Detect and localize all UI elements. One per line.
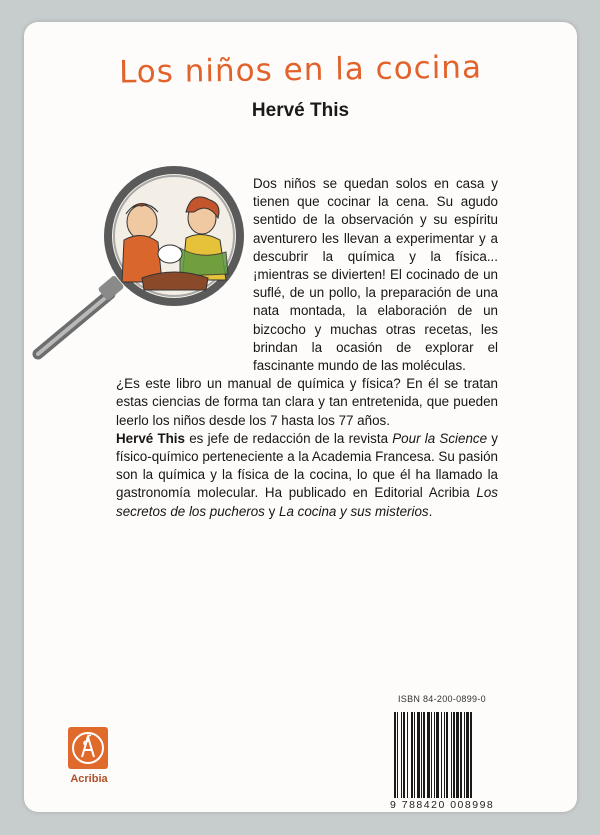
barcode-bar [427, 712, 430, 798]
barcode-bar [436, 712, 439, 798]
barcode-number: 9 788420 008998 [390, 799, 495, 811]
bio-book-title: La cocina y sus misterios [279, 503, 429, 519]
cover-text-block [116, 175, 498, 521]
barcode-bar [460, 712, 462, 798]
book-back-cover [24, 22, 577, 812]
barcode-bar [451, 712, 452, 798]
acribia-logo-icon [68, 727, 108, 769]
barcode-bar [431, 712, 432, 798]
barcode-bar [403, 712, 405, 798]
barcode-bar [401, 712, 402, 798]
barcode-bar [464, 712, 465, 798]
bio-book-title: Los secretos de los pucheros [116, 485, 498, 519]
barcode-bar [423, 712, 425, 798]
bio-text: y físico-químico perteneciente a la Academia Francesa. Su pasión son la química y la física de la cocina, lo que él ha llamado la gastronomía molecular. Ha publicado en Editorial Acribia [116, 430, 498, 501]
barcode-bar [470, 712, 472, 798]
barcode-bar [421, 712, 422, 798]
bio-text: y [264, 503, 280, 519]
barcode-bar [456, 712, 459, 798]
book-author: Hervé This [251, 100, 350, 121]
bio-text: es jefe de redacción de la revista [184, 430, 393, 446]
barcode [390, 710, 515, 802]
bio-author-name: Hervé This [116, 430, 185, 446]
barcode-bar [441, 712, 442, 798]
synopsis-paragraph-1: Dos niños se quedan solos en casa y tienen que cocinar la cena. Su agudo sentido de la observación y su espíritu aventurero les llevan a experimentar y a descubrir la química y la física... ¡mientras se divierten! El cocinado de un suflé, de un pollo, la preparación de una nata montada, la elaboración de un bizcocho y muchas otras recetas, les brindan la ocasión de explorar el fascinante mundo de las moléculas. [253, 176, 498, 374]
author-bio [116, 430, 498, 521]
barcode-bar [411, 712, 413, 798]
barcode-bar [397, 712, 398, 798]
barcode-bar [453, 712, 455, 798]
bio-text: . [428, 503, 433, 519]
illustration-spacer [116, 175, 253, 362]
publisher-name: Acribia [70, 773, 108, 785]
barcode-bar [466, 712, 469, 798]
barcode-bar [446, 712, 448, 798]
barcode-bar [434, 712, 435, 798]
barcode-bar [394, 712, 396, 798]
barcode-bar [407, 712, 408, 798]
barcode-bar [414, 712, 415, 798]
synopsis-paragraph-2: ¿Es este libro un manual de química y física? En él se tratan estas ciencias de forma tan clara y tan entretenida, que pueden leerlo los niños desde los 7 hasta los 77 años. [116, 376, 498, 428]
book-title: Los niños en la cocina [118, 49, 483, 91]
barcode-bar [417, 712, 420, 798]
bio-magazine-title: Pour la Science [392, 430, 488, 446]
isbn-label: ISBN 84-200-0899-0 [398, 694, 486, 704]
barcode-bar [444, 712, 445, 798]
